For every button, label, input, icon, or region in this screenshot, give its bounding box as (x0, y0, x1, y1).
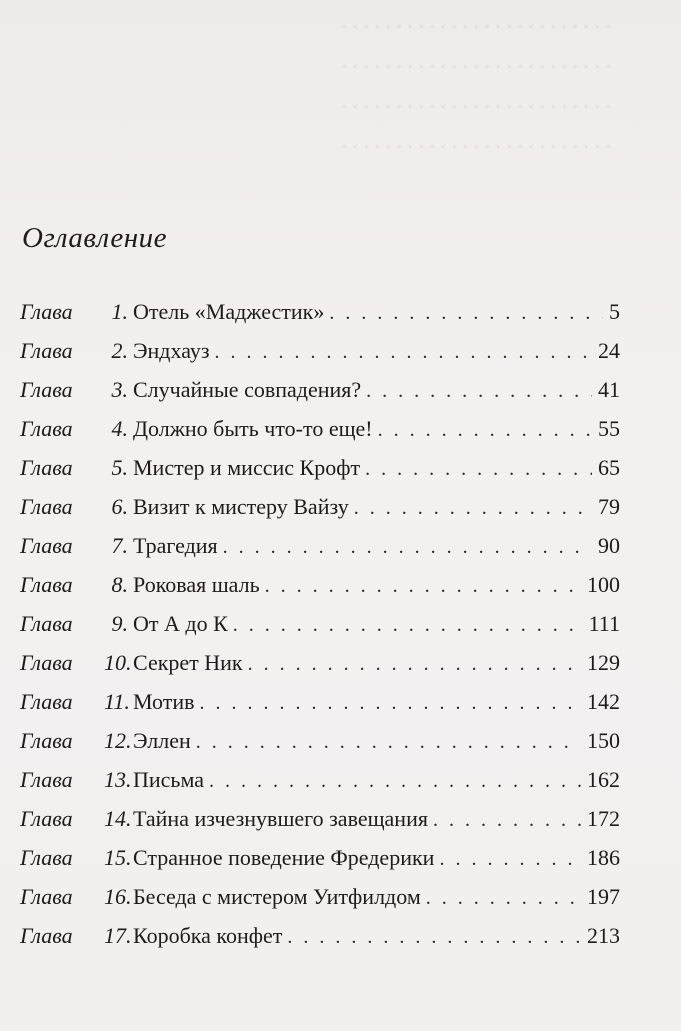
chapter-word: Глава (20, 806, 73, 831)
chapter-title: Письма (133, 767, 204, 792)
page-number: 150 (587, 728, 620, 753)
chapter-word: Глава (20, 572, 73, 597)
dot-leader (248, 653, 581, 676)
chapter-number: 5. (111, 455, 128, 480)
page-number: 24 (598, 338, 620, 363)
chapter-title: Странное поведение Фредерики (133, 845, 435, 870)
dot-leader (366, 380, 592, 403)
chapter-title: Трагедия (133, 533, 218, 558)
chapter-number: 2. (111, 338, 128, 363)
page-number: 162 (587, 767, 620, 792)
chapter-title: Эндхауз (133, 338, 210, 363)
page-number: 172 (587, 806, 620, 831)
chapter-number: 9. (111, 611, 128, 636)
page-number: 65 (598, 455, 620, 480)
chapter-word: Глава (20, 728, 73, 753)
chapter-word: Глава (20, 533, 73, 558)
chapter-word: Глава (20, 650, 73, 675)
page-number: 55 (598, 416, 620, 441)
dot-leader (354, 497, 592, 520)
dot-leader (223, 536, 592, 559)
toc-entry (20, 689, 620, 728)
book-page: . . . . . . . . . . . . . . . . . . . . . . . . . . . . . . . . . . . . . . . . . . . . . . . . . . . . . . . . . . . . . . . . . . . . . . . . . . . . . . . . . . . . . . . . . . . . . . . . . . . . Оглавление Глава 1. Отель «Маджестик» . . . 5 Глава 2. Эндхауз . . . 24 Глава 3. Случайные совпадения? . . . 41 Глава 4. Должно быть что-то еще! . . . 55 Глава 5. Мистер и миссис Крофт . . . 65 Глава 6. Визит к мистеру Вайзу . . . 79 Глава 7. Трагедия . . . 90 Глава 8. Роковая шаль . . . 100 Глава 9. От А до К . . . 111 Глава 10. Секрет Ник . . . 129 Глава 11. Мотив . . . 142 Глава 12. Эллен . . . 150 Глава 13. Письма . . . 162 Глава 14. Тайна изчезнувшего завещания . . . 172 Глава 15. Странное поведение Фредерики . . . 186 Глава 16. Беседа с мистером Уитфилдом . . . 197 Глава 17. Коробка конфет . . . 213 (0, 0, 681, 1031)
chapter-word: Глава (20, 299, 73, 324)
page-number: 129 (587, 650, 620, 675)
chapter-title: Роковая шаль (133, 572, 260, 597)
page-number: 142 (587, 689, 620, 714)
chapter-number: 13. (104, 767, 132, 792)
page-number: 90 (598, 533, 620, 558)
chapter-number: 1. (111, 299, 128, 324)
toc-entry (20, 728, 620, 767)
toc-entry (20, 650, 620, 689)
page-title: Оглавление (22, 222, 167, 254)
chapter-number: 17. (104, 923, 132, 948)
chapter-word: Глава (20, 338, 73, 363)
dot-leader (378, 419, 592, 442)
chapter-title: Беседа с мистером Уитфилдом (133, 884, 421, 909)
chapter-title: От А до К (133, 611, 228, 636)
chapter-title: Должно быть что-то еще! (133, 416, 373, 441)
chapter-word: Глава (20, 455, 73, 480)
chapter-title: Коробка конфет (133, 923, 283, 948)
dot-leader (209, 770, 581, 793)
chapter-number: 7. (111, 533, 128, 558)
toc-entry (20, 416, 620, 455)
page-number: 5 (609, 299, 620, 324)
toc-entry (20, 455, 620, 494)
chapter-word: Глава (20, 884, 73, 909)
page-number: 186 (587, 845, 620, 870)
dot-leader (265, 575, 581, 598)
chapter-number: 6. (111, 494, 128, 519)
page-number: 100 (587, 572, 620, 597)
toc-entry (20, 884, 620, 923)
toc-entry (20, 923, 620, 962)
chapter-number: 14. (104, 806, 132, 831)
chapter-number: 3. (111, 377, 128, 402)
chapter-word: Глава (20, 494, 73, 519)
page-number: 111 (588, 611, 620, 636)
chapter-word: Глава (20, 923, 73, 948)
chapter-number: 15. (104, 845, 132, 870)
chapter-number: 16. (104, 884, 132, 909)
chapter-word: Глава (20, 611, 73, 636)
dot-leader (433, 809, 581, 832)
toc-entry (20, 767, 620, 806)
chapter-title: Визит к мистеру Вайзу (133, 494, 349, 519)
page-number: 79 (598, 494, 620, 519)
chapter-title: Эллен (133, 728, 191, 753)
dot-leader (426, 887, 581, 910)
toc-entry (20, 338, 620, 377)
toc-entry (20, 845, 620, 884)
chapter-word: Глава (20, 845, 73, 870)
page-number: 197 (587, 884, 620, 909)
chapter-word: Глава (20, 416, 73, 441)
toc-entry (20, 806, 620, 845)
toc-entry (20, 611, 620, 650)
toc-entry (20, 494, 620, 533)
toc-entry (20, 299, 620, 338)
chapter-word: Глава (20, 767, 73, 792)
dot-leader (329, 302, 603, 325)
chapter-title: Мистер и миссис Крофт (133, 455, 361, 480)
chapter-word: Глава (20, 377, 73, 402)
chapter-number: 12. (104, 728, 132, 753)
chapter-title: Мотив (133, 689, 195, 714)
chapter-title: Секрет Ник (133, 650, 243, 675)
dot-leader (233, 614, 583, 637)
toc-entry (20, 377, 620, 416)
dot-leader (196, 731, 581, 754)
chapter-number: 11. (104, 689, 130, 714)
page-number: 213 (587, 923, 620, 948)
dot-leader (439, 848, 581, 871)
dot-leader (287, 926, 581, 949)
table-of-contents (20, 299, 620, 962)
dot-leader (200, 692, 582, 715)
dot-leader (215, 341, 592, 364)
chapter-number: 8. (111, 572, 128, 597)
toc-entry (20, 572, 620, 611)
chapter-number: 10. (104, 650, 132, 675)
chapter-title: Тайна изчезнувшего завещания (133, 806, 428, 831)
chapter-word: Глава (20, 689, 73, 714)
chapter-number: 4. (111, 416, 128, 441)
chapter-title: Отель «Маджестик» (133, 299, 325, 324)
dot-leader (365, 458, 592, 481)
chapter-title: Случайные совпадения? (133, 377, 362, 402)
toc-entry (20, 533, 620, 572)
page-number: 41 (598, 377, 620, 402)
